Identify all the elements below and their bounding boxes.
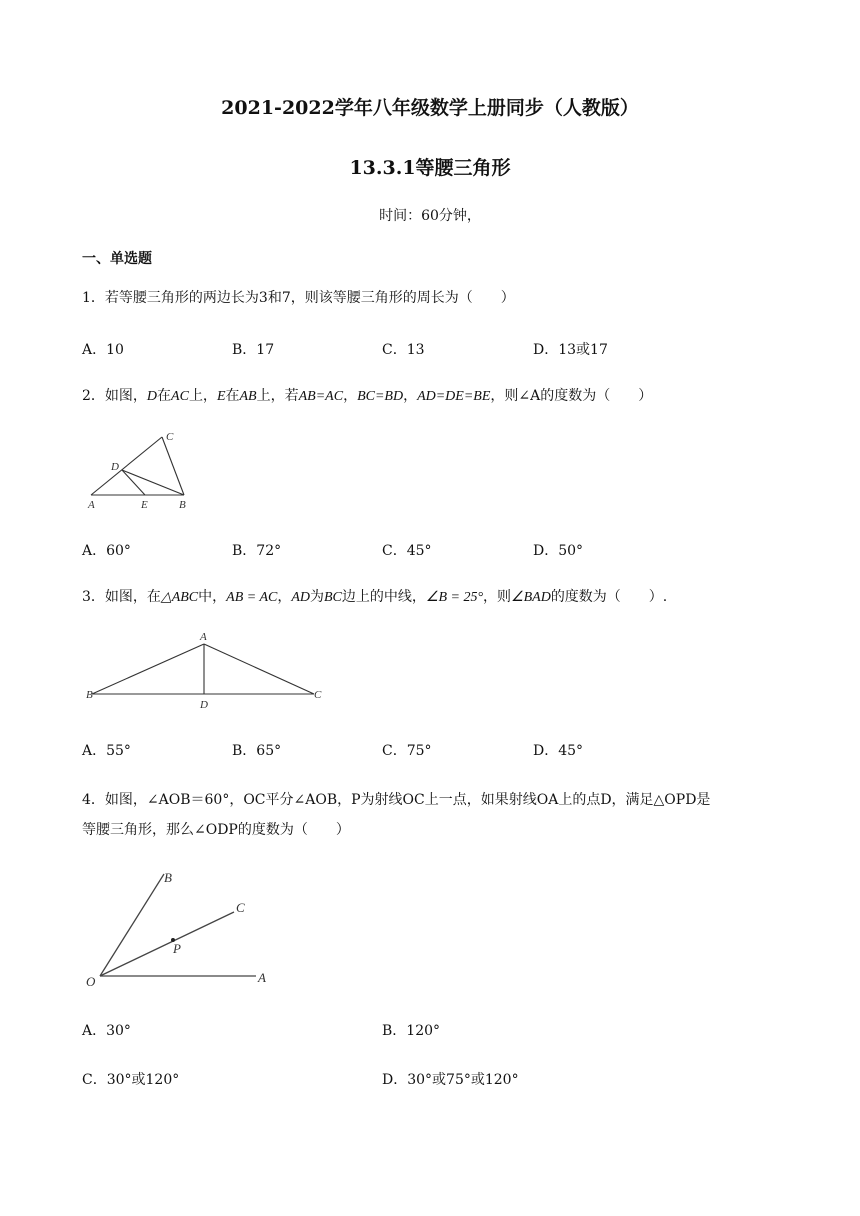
question-3-option-c: C．75°: [382, 743, 432, 759]
stem-math: ∠BAD: [511, 590, 551, 605]
label-o: O: [86, 974, 96, 989]
label-e: E: [141, 499, 148, 511]
stem-text: ，: [403, 388, 418, 404]
question-3-stem: [82, 587, 667, 608]
stem-text: 的度数为（ ）.: [550, 589, 668, 605]
segment-ac: [204, 644, 314, 694]
question-4-stem-line-1: 4．如图，∠AOB＝60°，OC平分∠AOB，P为射线OC上一点，如果射线OA上的点D，满足△OPD是: [82, 792, 711, 808]
question-2-option-a: A．60°: [82, 543, 131, 559]
label-d: D: [200, 699, 208, 711]
stem-text: ，: [277, 589, 292, 605]
stem-math: BC=BD: [357, 389, 404, 404]
document-subtitle: 13.3.1等腰三角形: [349, 157, 511, 179]
label-a: A: [258, 970, 266, 985]
question-3-figure: [82, 628, 332, 714]
stem-text: 在: [225, 388, 240, 404]
stem-math: AB = AC: [226, 590, 278, 605]
question-4-option-a: A．30°: [82, 1023, 131, 1039]
segment-db: [122, 470, 184, 495]
label-c: C: [314, 689, 322, 701]
stem-text: 3．如图，在: [82, 589, 161, 605]
section-title: 一、单选题: [82, 251, 152, 267]
question-2-option-c: C．45°: [382, 543, 432, 559]
label-p: P: [173, 941, 181, 956]
question-1-option-c: C．13: [382, 342, 425, 358]
question-4-option-c: C．30°或120°: [82, 1072, 180, 1088]
document-title: 2021-2022学年八年级数学上册同步（人教版）: [221, 97, 639, 119]
stem-text: 中，: [198, 589, 227, 605]
label-c: C: [236, 900, 245, 915]
label-c: C: [166, 431, 174, 443]
stem-math: AD: [291, 590, 310, 605]
label-a: A: [88, 499, 95, 511]
stem-text: 为: [310, 589, 324, 605]
question-3-option-a: A．55°: [82, 743, 131, 759]
stem-math: AB: [239, 389, 257, 404]
segment-ba: [92, 644, 204, 694]
question-3-option-d: D．45°: [533, 743, 584, 759]
segment-de: [122, 470, 145, 495]
label-d: D: [111, 461, 119, 473]
label-a: A: [200, 631, 207, 643]
stem-text: 2．如图，: [82, 388, 147, 404]
stem-text: 上，: [188, 388, 217, 404]
segment-cb: [162, 437, 184, 495]
segment-ac: [91, 437, 162, 495]
question-2-option-b: B．72°: [232, 543, 282, 559]
stem-math: AB=AC: [298, 389, 344, 404]
label-b: B: [179, 499, 186, 511]
question-2-figure: [80, 425, 200, 520]
question-2-stem: [82, 386, 652, 407]
stem-math: BC: [324, 590, 342, 605]
stem-math: AD=DE=BE: [417, 389, 491, 404]
stem-text: 边上的中线，: [341, 589, 426, 605]
question-4-figure: [80, 862, 290, 992]
stem-math: AC: [171, 389, 189, 404]
stem-math: △ABC: [160, 590, 199, 605]
label-b: B: [164, 870, 172, 885]
question-4-option-b: B．120°: [382, 1023, 441, 1039]
label-b: B: [86, 689, 93, 701]
stem-math: E: [216, 389, 226, 404]
stem-math: D: [146, 389, 158, 404]
stem-text: ，: [343, 388, 358, 404]
question-4-option-d: D．30°或75°或120°: [382, 1072, 519, 1088]
question-1-option-b: B．17: [232, 342, 275, 358]
question-1-stem: 1．若等腰三角形的两边长为3和7，则该等腰三角形的周长为（ ）: [82, 290, 515, 306]
question-1-option-a: A．10: [82, 342, 124, 358]
stem-text: ，则: [483, 589, 512, 605]
question-4-stem-line-2: 等腰三角形，那么∠ODP的度数为（ ）: [82, 822, 350, 838]
time-limit: 时间：60分钟，: [379, 208, 481, 224]
stem-text: 上，若: [256, 388, 299, 404]
stem-math: ∠B = 25°: [425, 590, 484, 605]
question-1-option-d: D．13或17: [533, 342, 608, 358]
question-2-option-d: D．50°: [533, 543, 584, 559]
question-3-option-b: B．65°: [232, 743, 282, 759]
stem-text: 在: [157, 388, 172, 404]
stem-text: ，则∠A的度数为（ ）: [490, 388, 653, 404]
